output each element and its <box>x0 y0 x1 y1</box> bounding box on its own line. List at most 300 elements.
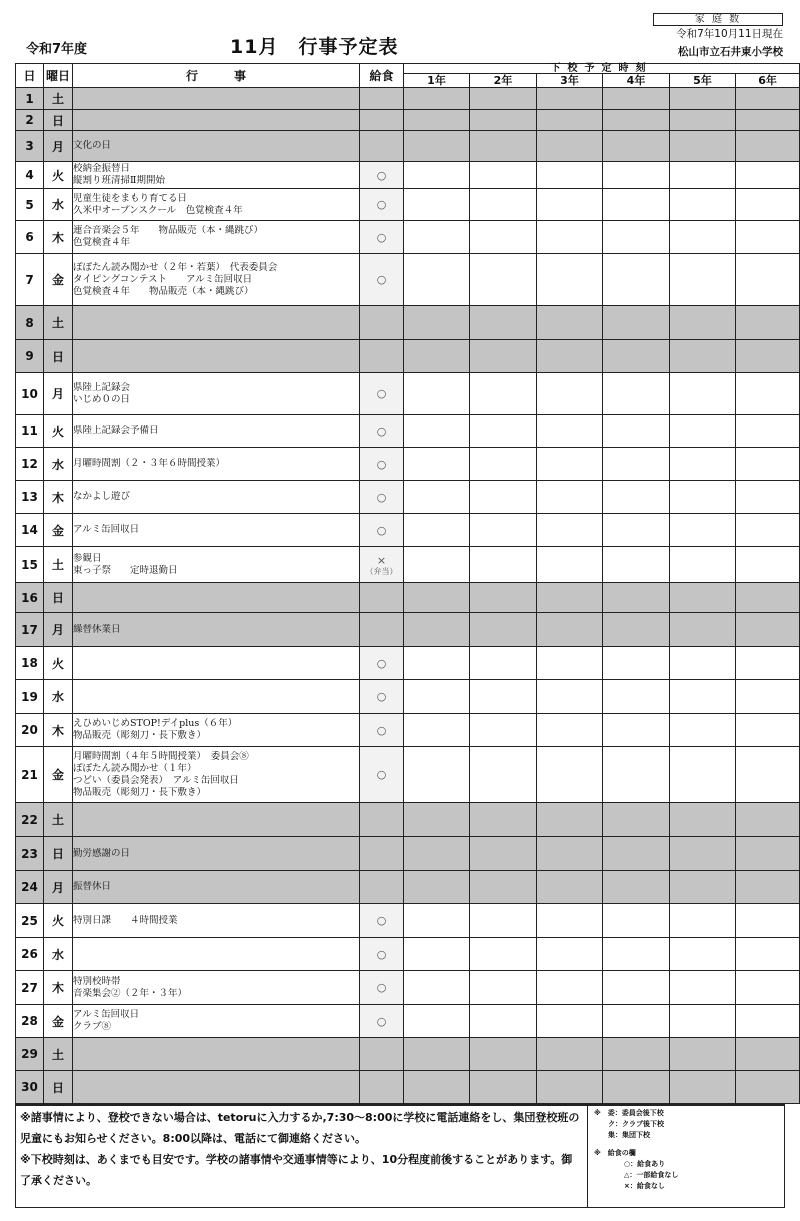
day-cell: 12 <box>16 448 44 481</box>
event-line: 県陸上記録会予備日 <box>73 425 159 436</box>
dismissal-time-cell <box>537 747 603 803</box>
event-line: 特別校時帯 <box>73 975 121 987</box>
event-line: タイピングコンテスト アルミ缶回収日 <box>73 273 253 285</box>
dismissal-time-cell <box>736 1005 800 1038</box>
day-cell: 22 <box>16 803 44 837</box>
dismissal-time-cell <box>670 306 736 340</box>
dismissal-time-cell <box>736 448 800 481</box>
dismissal-time-cell <box>670 1071 736 1104</box>
event-line: 振替休日 <box>73 881 112 892</box>
lunch-mark: ○ <box>376 424 387 438</box>
weekday-cell: 水 <box>44 448 73 481</box>
dismissal-time-cell <box>603 221 670 254</box>
weekday-cell: 金 <box>44 1005 73 1038</box>
dismissal-time-cell <box>603 904 670 938</box>
weekday-cell: 月 <box>44 373 73 415</box>
weekday-cell: 月 <box>44 613 73 647</box>
dismissal-time-cell <box>404 189 470 221</box>
dismissal-time-cell <box>404 1005 470 1038</box>
lunch-mark: ○ <box>376 656 387 670</box>
legend-block <box>590 1106 784 1208</box>
col-dismissal-header: 下校予定時刻 <box>404 64 800 74</box>
weekday-cell: 木 <box>44 481 73 514</box>
lunch-cell <box>360 837 404 871</box>
dismissal-time-cell <box>470 1005 537 1038</box>
dismissal-time-cell <box>603 803 670 837</box>
dismissal-time-cell <box>736 803 800 837</box>
dismissal-time-cell <box>470 747 537 803</box>
events-cell <box>73 871 360 904</box>
lunch-mark: ○ <box>376 387 387 400</box>
legend-line: ク：クラブ後下校 <box>608 1120 664 1128</box>
dismissal-time-cell <box>603 1071 670 1104</box>
day-cell: 4 <box>16 162 44 189</box>
dismissal-time-cell <box>603 448 670 481</box>
dismissal-time-cell <box>404 110 470 131</box>
weekday-cell: 木 <box>44 221 73 254</box>
dismissal-time-cell <box>470 131 537 162</box>
dismissal-time-cell <box>537 189 603 221</box>
dismissal-time-cell <box>470 613 537 647</box>
dismissal-time-cell <box>736 714 800 747</box>
events-cell <box>73 221 360 254</box>
events-cell <box>73 415 360 448</box>
dismissal-time-cell <box>736 680 800 714</box>
schedule-row <box>16 1005 800 1038</box>
weekday-cell: 日 <box>44 1071 73 1104</box>
dismissal-time-cell <box>404 971 470 1005</box>
dismissal-time-cell <box>537 306 603 340</box>
dismissal-time-cell <box>603 714 670 747</box>
event-line: 特別日課 ４時間授業 <box>73 914 178 926</box>
dismissal-time-cell <box>470 254 537 306</box>
lunch-cell <box>360 340 404 373</box>
dismissal-time-cell <box>470 306 537 340</box>
lunch-cell <box>360 647 404 680</box>
dismissal-time-cell <box>537 373 603 415</box>
dismissal-time-cell <box>603 88 670 110</box>
dismissal-time-cell <box>603 162 670 189</box>
events-cell <box>73 88 360 110</box>
dismissal-time-cell <box>537 131 603 162</box>
dismissal-time-cell <box>470 583 537 613</box>
schedule-row <box>16 747 800 803</box>
lunch-cell <box>360 613 404 647</box>
lunch-cell <box>360 448 404 481</box>
lunch-mark: ○ <box>376 523 387 537</box>
weekday-cell: 土 <box>44 306 73 340</box>
dismissal-time-cell <box>603 647 670 680</box>
dismissal-time-cell <box>670 340 736 373</box>
events-cell <box>73 803 360 837</box>
event-line: 縦割り班清掃Ⅱ期開始 <box>73 175 165 186</box>
events-cell <box>73 110 360 131</box>
dismissal-time-cell <box>736 189 800 221</box>
lunch-cell <box>360 373 404 415</box>
dismissal-time-cell <box>736 306 800 340</box>
dismissal-time-cell <box>537 254 603 306</box>
event-line: 児童生徒をまもり育てる日 <box>73 192 188 204</box>
schedule-table <box>15 63 800 1104</box>
lunch-mark: ○ <box>376 768 387 781</box>
dismissal-time-cell <box>736 971 800 1005</box>
day-cell: 10 <box>16 373 44 415</box>
events-cell <box>73 583 360 613</box>
schedule-row <box>16 131 800 162</box>
dismissal-time-cell <box>537 803 603 837</box>
dismissal-time-cell <box>470 680 537 714</box>
dismissal-time-cell <box>404 680 470 714</box>
day-cell: 18 <box>16 647 44 680</box>
dismissal-time-cell <box>603 254 670 306</box>
dismissal-time-cell <box>470 971 537 1005</box>
col-day-header: 日 <box>16 64 44 88</box>
dismissal-time-cell <box>736 647 800 680</box>
dismissal-time-cell <box>470 547 537 583</box>
event-line: 校納金振替日 <box>73 163 131 174</box>
lunch-cell <box>360 481 404 514</box>
dismissal-time-cell <box>470 871 537 904</box>
dismissal-time-cell <box>670 583 736 613</box>
weekday-cell: 月 <box>44 131 73 162</box>
schedule-row <box>16 647 800 680</box>
dismissal-time-cell <box>470 110 537 131</box>
weekday-cell: 水 <box>44 680 73 714</box>
dismissal-time-cell <box>537 1005 603 1038</box>
lunch-mark: ○ <box>376 723 387 737</box>
lunch-cell <box>360 189 404 221</box>
weekday-cell: 金 <box>44 514 73 547</box>
dismissal-time-cell <box>537 971 603 1005</box>
dismissal-time-cell <box>537 613 603 647</box>
dismissal-time-cell <box>404 803 470 837</box>
lunch-cell <box>360 803 404 837</box>
dismissal-time-cell <box>736 481 800 514</box>
dismissal-time-cell <box>736 131 800 162</box>
dismissal-time-cell <box>736 254 800 306</box>
grade-header: 6年 <box>736 74 800 88</box>
lunch-mark: ○ <box>376 690 387 703</box>
event-line: ぽぽたん読み聞かせ（１年） <box>73 762 197 774</box>
event-line: 文化の日 <box>73 140 112 151</box>
dismissal-time-cell <box>537 680 603 714</box>
dismissal-time-cell <box>404 747 470 803</box>
events-cell <box>73 613 360 647</box>
schedule-row <box>16 481 800 514</box>
dismissal-time-cell <box>404 306 470 340</box>
dismissal-time-cell <box>670 904 736 938</box>
dismissal-time-cell <box>670 481 736 514</box>
dismissal-time-cell <box>404 1038 470 1071</box>
lunch-cell <box>360 221 404 254</box>
weekday-cell: 水 <box>44 938 73 971</box>
lunch-cell <box>360 131 404 162</box>
day-cell: 15 <box>16 547 44 583</box>
weekday-cell: 日 <box>44 837 73 871</box>
dismissal-time-cell <box>736 613 800 647</box>
col-weekday-header: 曜日 <box>44 64 73 88</box>
schedule-row <box>16 613 800 647</box>
day-cell: 6 <box>16 221 44 254</box>
as-of-date: 令和7年10月11日現在 <box>676 28 783 40</box>
weekday-cell: 土 <box>44 88 73 110</box>
dismissal-time-cell <box>470 647 537 680</box>
events-cell <box>73 1071 360 1104</box>
dismissal-time-cell <box>470 189 537 221</box>
grade-header: 3年 <box>537 74 603 88</box>
dismissal-time-cell <box>603 613 670 647</box>
day-cell: 17 <box>16 613 44 647</box>
day-cell: 24 <box>16 871 44 904</box>
dismissal-time-cell <box>404 340 470 373</box>
dismissal-time-cell <box>404 221 470 254</box>
page-title: 11月 行事予定表 <box>230 36 399 58</box>
dismissal-time-cell <box>537 110 603 131</box>
weekday-cell: 火 <box>44 647 73 680</box>
event-line: 物品販売（彫刻刀・長下敷き） <box>73 786 207 798</box>
school-name: 松山市立石井東小学校 <box>678 46 783 58</box>
lunch-cell <box>360 1038 404 1071</box>
schedule-row <box>16 904 800 938</box>
day-cell: 16 <box>16 583 44 613</box>
weekday-cell: 日 <box>44 340 73 373</box>
dismissal-time-cell <box>736 110 800 131</box>
lunch-cell <box>360 88 404 110</box>
dismissal-time-cell <box>670 714 736 747</box>
event-line: 音楽集会②（２年・３年） <box>73 987 188 999</box>
dismissal-time-cell <box>603 373 670 415</box>
dismissal-time-cell <box>470 221 537 254</box>
dismissal-time-cell <box>736 88 800 110</box>
events-cell <box>73 647 360 680</box>
day-cell: 5 <box>16 189 44 221</box>
weekday-cell: 月 <box>44 871 73 904</box>
note-absence: ※諸事情により、登校できない場合は、tetoruに入力するか,7:30～8:00に学校に電話連絡をし、集団登校班の児童にもお知らせください。8:00以降は、電話にて御連絡ください。 <box>20 1111 580 1145</box>
dismissal-time-cell <box>603 680 670 714</box>
note-dismissal: ※下校時刻は、あくまでも目安です。学校の諸事情や交通事情等により、10分程度前後することがあります。御了承ください。 <box>20 1153 573 1187</box>
event-line: えひめいじめSTOP!デイplus（６年） <box>73 718 238 729</box>
col-lunch-header: 給食 <box>360 64 404 88</box>
day-cell: 13 <box>16 481 44 514</box>
lunch-cell <box>360 971 404 1005</box>
dismissal-time-cell <box>736 162 800 189</box>
dismissal-time-cell <box>670 837 736 871</box>
lunch-cell <box>360 747 404 803</box>
day-cell: 21 <box>16 747 44 803</box>
lunch-cell <box>360 162 404 189</box>
dismissal-time-cell <box>470 481 537 514</box>
lunch-cell <box>360 415 404 448</box>
dismissal-time-cell <box>670 110 736 131</box>
dismissal-time-cell <box>736 837 800 871</box>
weekday-cell: 土 <box>44 547 73 583</box>
dismissal-time-cell <box>670 938 736 971</box>
grade-header: 5年 <box>670 74 736 88</box>
col-events-header: 行 事 <box>73 64 360 88</box>
day-cell: 29 <box>16 1038 44 1071</box>
schedule-row <box>16 88 800 110</box>
dismissal-time-cell <box>670 162 736 189</box>
lunch-mark: ○ <box>376 273 387 286</box>
dismissal-time-cell <box>470 803 537 837</box>
day-cell: 9 <box>16 340 44 373</box>
event-line: つどい（委員会発表） アルミ缶回収日 <box>73 774 239 786</box>
weekday-cell: 火 <box>44 415 73 448</box>
dismissal-time-cell <box>670 373 736 415</box>
dismissal-time-cell <box>670 88 736 110</box>
weekday-cell: 火 <box>44 162 73 189</box>
dismissal-time-cell <box>404 514 470 547</box>
dismissal-time-cell <box>670 613 736 647</box>
dismissal-time-cell <box>537 448 603 481</box>
event-line: アルミ缶回収日 <box>73 1009 140 1020</box>
dismissal-time-cell <box>537 837 603 871</box>
dismissal-time-cell <box>603 837 670 871</box>
dismissal-time-cell <box>404 871 470 904</box>
dismissal-time-cell <box>470 904 537 938</box>
schedule-row <box>16 837 800 871</box>
dismissal-time-cell <box>670 747 736 803</box>
day-cell: 2 <box>16 110 44 131</box>
schedule-row <box>16 871 800 904</box>
weekday-cell: 日 <box>44 110 73 131</box>
events-cell <box>73 514 360 547</box>
events-cell <box>73 547 360 583</box>
dismissal-time-cell <box>404 837 470 871</box>
dismissal-time-cell <box>537 415 603 448</box>
dismissal-time-cell <box>736 1071 800 1104</box>
lunch-cell <box>360 871 404 904</box>
dismissal-time-cell <box>470 514 537 547</box>
dismissal-time-cell <box>404 547 470 583</box>
dismissal-time-cell <box>670 415 736 448</box>
dismissal-time-cell <box>736 583 800 613</box>
dismissal-time-cell <box>736 221 800 254</box>
lunch-cell <box>360 583 404 613</box>
event-line: 月曜時間割（２・３年６時間授業） <box>73 458 226 469</box>
day-cell: 1 <box>16 88 44 110</box>
weekday-cell: 土 <box>44 803 73 837</box>
event-line: 久米中オープンスクール 色覚検査４年 <box>73 204 243 216</box>
notes-block <box>16 1106 588 1208</box>
fiscal-year: 令和7年度 <box>26 42 88 57</box>
weekday-cell: 水 <box>44 189 73 221</box>
dismissal-time-cell <box>404 647 470 680</box>
dismissal-time-cell <box>404 254 470 306</box>
dismissal-time-cell <box>736 514 800 547</box>
lunch-mark: ○ <box>376 198 387 211</box>
lunch-cell <box>360 110 404 131</box>
dismissal-time-cell <box>470 714 537 747</box>
dismissal-time-cell <box>670 871 736 904</box>
dismissal-time-cell <box>603 189 670 221</box>
event-line: 月曜時間割（４年５時間授業） 委員会⑧ <box>73 750 249 762</box>
dismissal-time-cell <box>470 162 537 189</box>
weekday-cell: 金 <box>44 747 73 803</box>
legend-line: ※ 給食の欄 <box>594 1149 636 1157</box>
events-cell <box>73 747 360 803</box>
schedule-row <box>16 583 800 613</box>
lunch-mark: ○ <box>376 457 387 471</box>
schedule-row <box>16 680 800 714</box>
events-cell <box>73 1005 360 1038</box>
events-cell <box>73 938 360 971</box>
schedule-row <box>16 547 800 583</box>
events-cell <box>73 680 360 714</box>
dismissal-time-cell <box>537 647 603 680</box>
dismissal-time-cell <box>537 583 603 613</box>
legend-line: ※ 委：委員会後下校 <box>594 1109 664 1117</box>
dismissal-time-cell <box>670 1005 736 1038</box>
schedule-row <box>16 448 800 481</box>
lunch-mark: ○ <box>376 981 387 994</box>
event-line: アルミ缶回収日 <box>73 524 140 535</box>
dismissal-time-cell <box>603 583 670 613</box>
schedule-row <box>16 415 800 448</box>
dismissal-time-cell <box>603 110 670 131</box>
dismissal-time-cell <box>736 340 800 373</box>
dismissal-time-cell <box>537 547 603 583</box>
dismissal-time-cell <box>470 448 537 481</box>
dismissal-time-cell <box>670 680 736 714</box>
dismissal-time-cell <box>736 415 800 448</box>
schedule-row <box>16 306 800 340</box>
weekday-cell: 土 <box>44 1038 73 1071</box>
dismissal-time-cell <box>603 340 670 373</box>
dismissal-time-cell <box>404 448 470 481</box>
schedule-row <box>16 373 800 415</box>
dismissal-time-cell <box>603 547 670 583</box>
schedule-row <box>16 714 800 747</box>
event-line: 物品販売（彫刻刀・長下敷き） <box>73 730 207 741</box>
events-cell <box>73 1038 360 1071</box>
lunch-cell <box>360 714 404 747</box>
day-cell: 11 <box>16 415 44 448</box>
event-line: 県陸上記録会 <box>73 381 131 393</box>
dismissal-time-cell <box>404 904 470 938</box>
schedule-row <box>16 1071 800 1104</box>
dismissal-time-cell <box>670 1038 736 1071</box>
dismissal-time-cell <box>736 904 800 938</box>
dismissal-time-cell <box>470 88 537 110</box>
events-cell <box>73 904 360 938</box>
dismissal-time-cell <box>470 415 537 448</box>
dismissal-time-cell <box>404 88 470 110</box>
dismissal-time-cell <box>736 547 800 583</box>
lunch-cell <box>360 904 404 938</box>
events-cell <box>73 340 360 373</box>
dismissal-time-cell <box>537 1038 603 1071</box>
dismissal-time-cell <box>670 547 736 583</box>
lunch-mark: ○ <box>376 490 387 504</box>
dismissal-time-cell <box>404 583 470 613</box>
dismissal-time-cell <box>670 131 736 162</box>
dismissal-time-cell <box>537 938 603 971</box>
dismissal-time-cell <box>537 871 603 904</box>
events-cell <box>73 481 360 514</box>
schedule-row <box>16 110 800 131</box>
legend-line: 集：集団下校 <box>608 1131 650 1139</box>
dismissal-time-cell <box>670 189 736 221</box>
dismissal-time-cell <box>404 938 470 971</box>
events-cell <box>73 971 360 1005</box>
day-cell: 20 <box>16 714 44 747</box>
schedule-row <box>16 340 800 373</box>
grade-header: 2年 <box>470 74 537 88</box>
lunch-cell <box>360 680 404 714</box>
schedule-row <box>16 803 800 837</box>
day-cell: 19 <box>16 680 44 714</box>
